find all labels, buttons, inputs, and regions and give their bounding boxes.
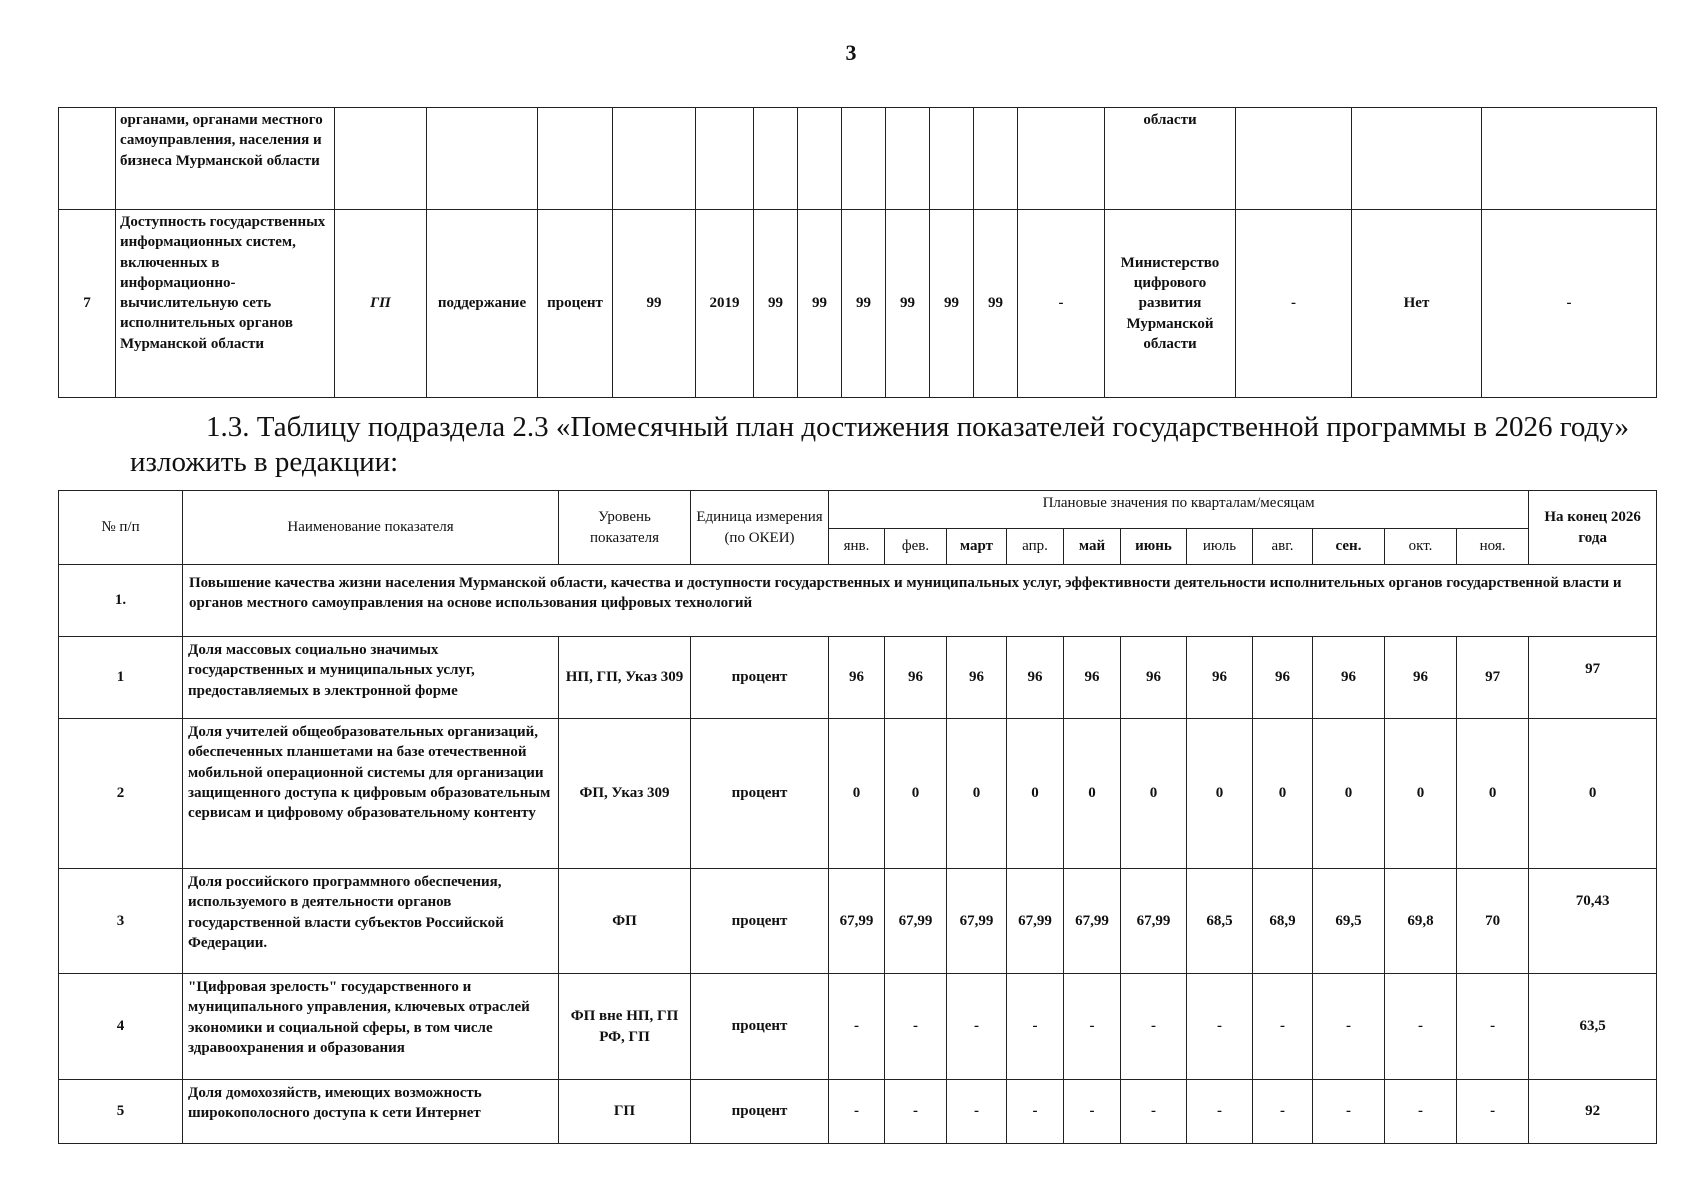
indicator-level: ГП bbox=[335, 210, 427, 398]
month-value: 0 bbox=[1007, 719, 1064, 869]
table-row bbox=[59, 637, 1657, 719]
indicator-level: ФП вне НП, ГП РФ, ГП bbox=[559, 974, 691, 1080]
month-value: 0 bbox=[1064, 719, 1121, 869]
year-value: 99 bbox=[930, 210, 974, 398]
year-value: 99 bbox=[842, 210, 886, 398]
month-value: - bbox=[1121, 974, 1187, 1080]
month-value: - bbox=[1187, 974, 1253, 1080]
month-value: 67,99 bbox=[947, 869, 1007, 974]
month-value: - bbox=[1187, 1080, 1253, 1144]
end-of-year-value: 0 bbox=[1529, 719, 1657, 869]
month-value: 96 bbox=[1064, 637, 1121, 719]
month-value: - bbox=[1007, 1080, 1064, 1144]
row-number: 3 bbox=[59, 869, 183, 974]
month-value: - bbox=[829, 1080, 885, 1144]
row-number: 4 bbox=[59, 974, 183, 1080]
month-value: - bbox=[1064, 974, 1121, 1080]
month-value: 69,8 bbox=[1385, 869, 1457, 974]
month-value: 0 bbox=[1385, 719, 1457, 869]
indicator-name: органами, органами местного самоуправления, населения и бизнеса Мурманской области bbox=[116, 108, 335, 210]
month-value: - bbox=[1121, 1080, 1187, 1144]
year-value: 99 bbox=[798, 210, 842, 398]
month-value: 0 bbox=[1457, 719, 1529, 869]
month-value: 0 bbox=[1313, 719, 1385, 869]
header-month: фев. bbox=[885, 529, 947, 565]
month-value: 96 bbox=[947, 637, 1007, 719]
row-number: 2 bbox=[59, 719, 183, 869]
month-value: 67,99 bbox=[1064, 869, 1121, 974]
info-system: Нет bbox=[1352, 210, 1482, 398]
month-value: 0 bbox=[1187, 719, 1253, 869]
month-value: - bbox=[1385, 1080, 1457, 1144]
month-value: 97 bbox=[1457, 637, 1529, 719]
header-level: Уровень показателя bbox=[559, 491, 691, 565]
header-name: Наименование показателя bbox=[183, 491, 559, 565]
month-value: - bbox=[829, 974, 885, 1080]
month-value: - bbox=[1007, 974, 1064, 1080]
month-value: - bbox=[1253, 974, 1313, 1080]
indicator-unit: процент bbox=[691, 637, 829, 719]
header-month: июнь bbox=[1121, 529, 1187, 565]
header-month: апр. bbox=[1007, 529, 1064, 565]
end-of-year-value: 97 bbox=[1529, 637, 1657, 719]
indicator-name: Доступность государственных информационных систем, включенных в информационно-вычислительную сеть исполнительных органов Мурманской области bbox=[116, 210, 335, 398]
indicator-name: Доля российского программного обеспечения, используемого в деятельности органов государственной власти субъектов Российской Федерации. bbox=[183, 869, 559, 974]
year-value: 99 bbox=[754, 210, 798, 398]
table-row bbox=[59, 210, 1657, 398]
month-value: - bbox=[1385, 974, 1457, 1080]
month-value: 67,99 bbox=[829, 869, 885, 974]
header-month: май bbox=[1064, 529, 1121, 565]
row-number: 1 bbox=[59, 637, 183, 719]
month-value: - bbox=[885, 974, 947, 1080]
header-month: март bbox=[947, 529, 1007, 565]
month-value: - bbox=[947, 974, 1007, 1080]
month-value: 0 bbox=[947, 719, 1007, 869]
month-value: 96 bbox=[1007, 637, 1064, 719]
table-row bbox=[59, 1080, 1657, 1144]
month-value: 96 bbox=[829, 637, 885, 719]
month-value: - bbox=[1457, 1080, 1529, 1144]
header-plan: Плановые значения по кварталам/месяцам bbox=[829, 491, 1529, 529]
dash-cell: - bbox=[1236, 210, 1352, 398]
month-value: - bbox=[885, 1080, 947, 1144]
dash-cell: - bbox=[1482, 210, 1657, 398]
table-row bbox=[59, 869, 1657, 974]
row-number: 7 bbox=[59, 210, 116, 398]
indicator-level: ФП, Указ 309 bbox=[559, 719, 691, 869]
month-value: 0 bbox=[885, 719, 947, 869]
base-value: 99 bbox=[613, 210, 696, 398]
indicators-table-continuation bbox=[58, 107, 1657, 398]
year-value: 99 bbox=[974, 210, 1018, 398]
month-value: - bbox=[1064, 1080, 1121, 1144]
indicator-unit: процент bbox=[538, 210, 613, 398]
month-value: 70 bbox=[1457, 869, 1529, 974]
month-value: 68,9 bbox=[1253, 869, 1313, 974]
responsible: Министерство цифрового развития Мурманской области bbox=[1105, 210, 1236, 398]
month-value: 96 bbox=[1385, 637, 1457, 719]
end-of-year-value: 70,43 bbox=[1529, 869, 1657, 974]
month-value: 67,99 bbox=[1007, 869, 1064, 974]
month-value: - bbox=[1253, 1080, 1313, 1144]
month-value: - bbox=[1313, 1080, 1385, 1144]
table-row bbox=[59, 974, 1657, 1080]
month-value: 96 bbox=[1187, 637, 1253, 719]
responsible: области bbox=[1105, 108, 1236, 210]
month-value: - bbox=[947, 1080, 1007, 1144]
section-heading: 1.3. Таблицу подраздела 2.3 «Помесячный план достижения показателей государственной программы в 2026 году» изложить в редакции: bbox=[130, 411, 1630, 478]
month-value: 0 bbox=[829, 719, 885, 869]
indicator-name: Доля массовых социально значимых государственных и муниципальных услуг, предоставляемых в электронной форме bbox=[183, 637, 559, 719]
month-value: 69,5 bbox=[1313, 869, 1385, 974]
indicator-unit: процент bbox=[691, 869, 829, 974]
goal-text: Повышение качества жизни населения Мурманской области, качества и доступности государственных и муниципальных услуг, эффективности деятельности исполнительных органов государственной власти и органов местного самоуправления на основе использования цифровых технологий bbox=[183, 565, 1657, 637]
monthly-plan-table bbox=[58, 490, 1657, 1144]
month-value: 96 bbox=[1121, 637, 1187, 719]
month-value: 96 bbox=[1253, 637, 1313, 719]
month-value: 96 bbox=[885, 637, 947, 719]
month-value: 67,99 bbox=[885, 869, 947, 974]
table-row bbox=[59, 719, 1657, 869]
header-unit: Единица измерения (по ОКЕИ) bbox=[691, 491, 829, 565]
indicator-unit: процент bbox=[691, 1080, 829, 1144]
header-month: янв. bbox=[829, 529, 885, 565]
goal-number: 1. bbox=[59, 565, 183, 637]
row-number: 5 bbox=[59, 1080, 183, 1144]
month-value: 96 bbox=[1313, 637, 1385, 719]
table-row bbox=[59, 108, 1657, 210]
header-number: № п/п bbox=[59, 491, 183, 565]
indicator-unit: процент bbox=[691, 719, 829, 869]
header-month: ноя. bbox=[1457, 529, 1529, 565]
month-value: 0 bbox=[1121, 719, 1187, 869]
month-value: 67,99 bbox=[1121, 869, 1187, 974]
page-number: 3 bbox=[845, 40, 857, 65]
indicator-name: "Цифровая зрелость" государственного и муниципального управления, ключевых отраслей экономики и социальной сферы, в том числе здравоохранения и образования bbox=[183, 974, 559, 1080]
end-of-year-value: 92 bbox=[1529, 1080, 1657, 1144]
table-header-row bbox=[59, 491, 1657, 529]
month-value: 0 bbox=[1253, 719, 1313, 869]
indicator-level: ФП bbox=[559, 869, 691, 974]
indicator-name: Доля домохозяйств, имеющих возможность широкополосного доступа к сети Интернет bbox=[183, 1080, 559, 1144]
year-value: 99 bbox=[886, 210, 930, 398]
month-value: - bbox=[1457, 974, 1529, 1080]
row-number bbox=[59, 108, 116, 210]
header-month: июль bbox=[1187, 529, 1253, 565]
dash-cell: - bbox=[1018, 210, 1105, 398]
header-month: авг. bbox=[1253, 529, 1313, 565]
month-value: 68,5 bbox=[1187, 869, 1253, 974]
header-end-of-year: На конец 2026 года bbox=[1529, 491, 1657, 565]
indicator-unit: процент bbox=[691, 974, 829, 1080]
end-of-year-value: 63,5 bbox=[1529, 974, 1657, 1080]
indicator-level: ГП bbox=[559, 1080, 691, 1144]
indicator-name: Доля учителей общеобразовательных организаций, обеспеченных планшетами на базе отечественной мобильной операционной системы для организации защищенного доступа к цифровым образовательным сервисам и цифровому образовательному контенту bbox=[183, 719, 559, 869]
indicator-direction: поддержание bbox=[427, 210, 538, 398]
month-value: - bbox=[1313, 974, 1385, 1080]
goal-row bbox=[59, 565, 1657, 637]
indicator-level: НП, ГП, Указ 309 bbox=[559, 637, 691, 719]
base-year: 2019 bbox=[696, 210, 754, 398]
header-month: окт. bbox=[1385, 529, 1457, 565]
header-month: сен. bbox=[1313, 529, 1385, 565]
